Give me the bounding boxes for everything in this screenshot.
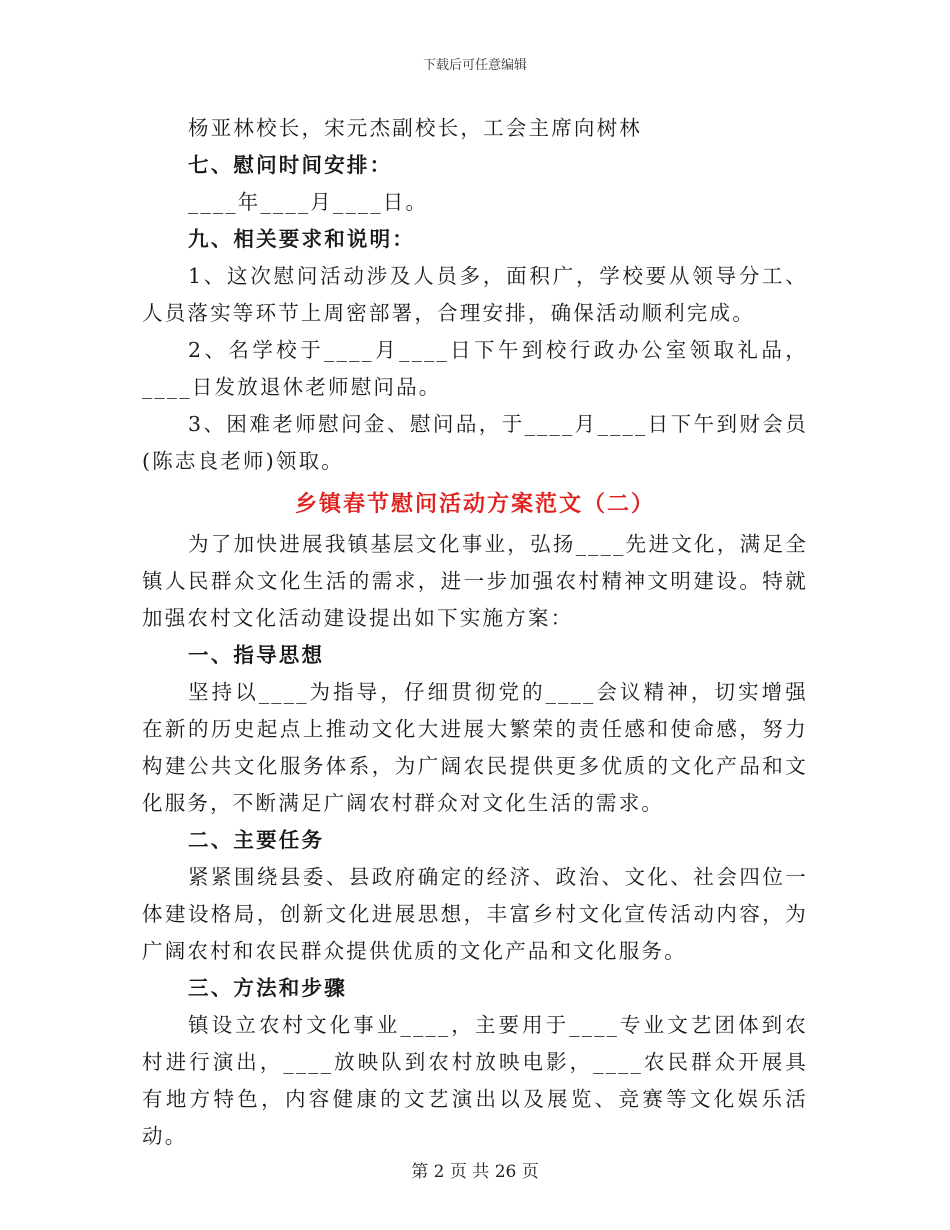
requirement-3: 3、困难老师慰问金、慰问品，于____月____日下午到财会员(陈志良老师)领取。 [142,412,808,473]
section-2-heading: 二、主要任务 [188,828,325,852]
document-body [142,110,808,1155]
page-header: 下载后可任意编辑 [422,58,527,73]
requirement-1: 1、这次慰问活动涉及人员多，面积广，学校要从领导分工、人员落实等环节上周密部署，合理安排，确保活动顺利完成。 [142,264,808,325]
section-1-heading: 一、指导思想 [188,643,325,667]
section-3-heading: 三、方法和步骤 [188,976,347,1000]
section-1-body: 坚持以____为指导，仔细贯彻党的____会议精神，切实增强在新的历史起点上推动文化大进展大繁荣的责任感和使命感，努力构建公共文化服务体系，为广阔农民提供更多优质的文化产品和文化服务，不断满足广阔农村群众对文化生活的需求。 [142,680,808,815]
page-footer: 第 2 页 共 26 页 [411,1162,539,1182]
section-7-heading: 七、慰问时间安排： [188,153,393,177]
section-3-body: 镇设立农村文化事业____，主要用于____专业文艺团体到农村进行演出，____放映队到农村放映电影，____农民群众开展具有地方特色，内容健康的文艺演出以及展览、竞赛等文化娱乐活动。 [142,1013,808,1148]
date-line: ____年____月____日。 [188,190,429,214]
requirement-2: 2、名学校于____月____日下午到校行政办公室领取礼品，____日发放退休老师慰问品。 [142,338,808,399]
committee-members: 杨亚林校长，宋元杰副校长，工会主席向树林 [188,116,642,140]
section-9-heading: 九、相关要求和说明： [188,227,415,251]
intro-paragraph: 为了加快进展我镇基层文化事业，弘扬____先进文化，满足全镇人民群众文化生活的需求，进一步加强农村精神文明建设。特就加强农村文化活动建设提出如下实施方案： [142,532,808,630]
section-2-body: 紧紧围绕县委、县政府确定的经济、政治、文化、社会四位一体建设格局，创新文化进展思想，丰富乡村文化宣传活动内容，为广阔农村和农民群众提供优质的文化产品和文化服务。 [142,865,808,963]
document-title: 乡镇春节慰问活动方案范文（二） [294,491,655,517]
